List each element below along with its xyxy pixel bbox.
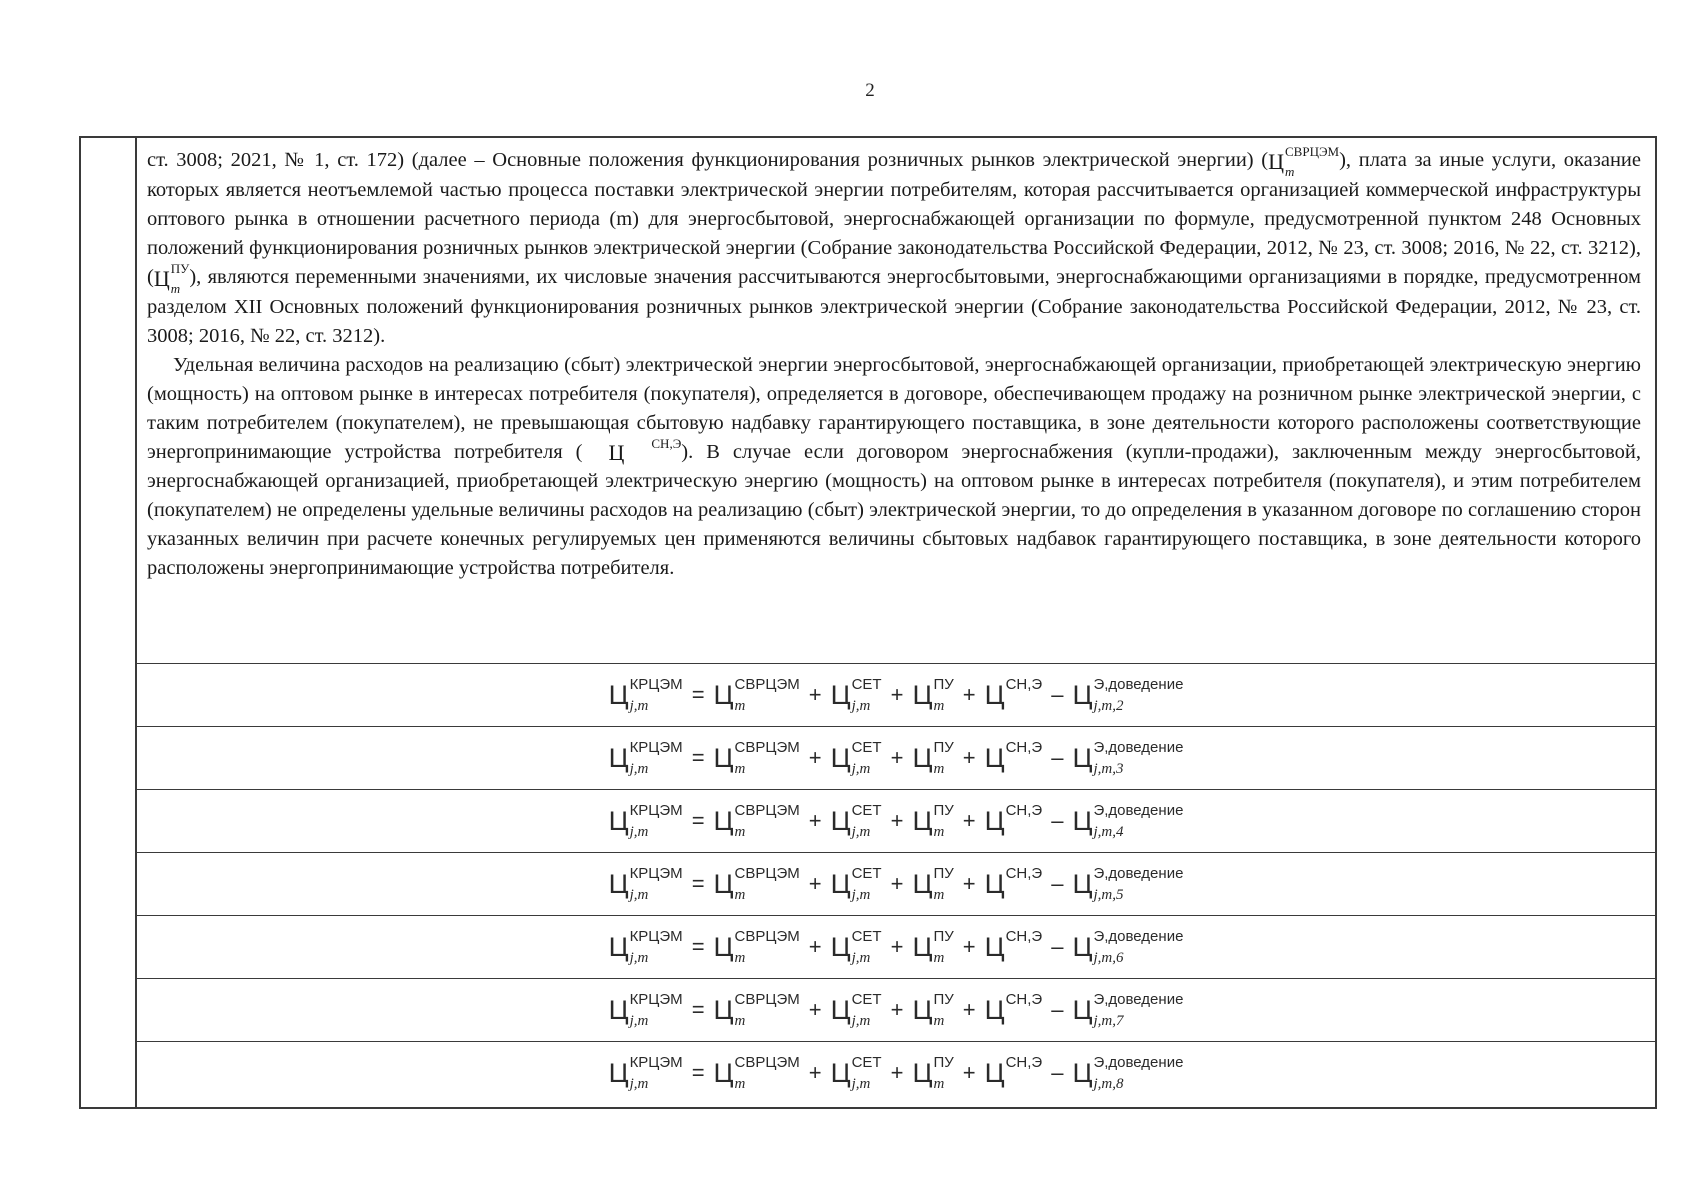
symbol-base: Ц xyxy=(912,1057,933,1088)
symbol-base: Ц xyxy=(984,742,1005,773)
plus-sign: + xyxy=(962,808,976,833)
symbol-sup: ПУ xyxy=(933,676,954,693)
symbol-sub: m xyxy=(933,950,945,966)
plus-sign: + xyxy=(890,808,904,833)
symbol-sup: СВРЦЭМ xyxy=(734,739,800,756)
plus-sign: + xyxy=(808,934,822,959)
symbol-sup: СВРЦЭМ xyxy=(734,676,800,693)
equals-sign: = xyxy=(691,808,705,833)
symbol-base: Ц xyxy=(984,931,1005,962)
price-symbol xyxy=(713,928,800,966)
price-symbol xyxy=(830,676,882,714)
price-symbol xyxy=(713,802,800,840)
symbol-sub xyxy=(1006,888,1043,903)
plus-sign: + xyxy=(962,997,976,1022)
paragraph-1 xyxy=(147,146,1641,351)
symbol-sub: m xyxy=(933,698,945,714)
price-symbol xyxy=(608,865,683,903)
price-symbol xyxy=(830,991,882,1029)
price-symbol xyxy=(912,1054,954,1092)
paragraph-2 xyxy=(147,351,1641,584)
symbol-sup: Э,доведение xyxy=(1093,739,1184,756)
symbol-sub: m xyxy=(734,887,746,903)
symbol-base: Ц xyxy=(984,1057,1005,1088)
price-symbol xyxy=(830,802,882,840)
price-symbol xyxy=(984,865,1043,900)
price-symbol xyxy=(984,739,1043,774)
plus-sign: + xyxy=(890,682,904,707)
plus-sign: + xyxy=(890,745,904,770)
symbol-base: Ц xyxy=(713,1057,734,1088)
paragraph-2-text-a: Удельная величина расходов на реализацию (сбыт) электрической энергии энергосбытовой, энергоснабжающей организации, приобретающей электрическую энергию (мощность) на оптовом рынке в интересах потребителя (покупателя), определяется в договоре, обеспечивающем продажу на розничном рынке электрической энергии, с таким потребителем (покупателем), не превышающая сбытовую надбавку гарантирующего поставщика, в зоне деятельности которого расположены соответствующие энергопринимающие устройства потребителя ( xyxy=(147,353,1641,463)
formula-row xyxy=(137,789,1655,852)
symbol-sub xyxy=(1006,1077,1043,1092)
symbol-base: Ц xyxy=(912,994,933,1025)
price-symbol xyxy=(608,991,683,1029)
symbol-base: Ц xyxy=(830,805,851,836)
formula xyxy=(608,802,1184,840)
price-symbol xyxy=(1072,1054,1184,1092)
symbol-base: Ц xyxy=(713,994,734,1025)
minus-sign: – xyxy=(1051,934,1064,959)
symbol-sub: m xyxy=(933,824,945,840)
symbol-base: Ц xyxy=(713,931,734,962)
symbol-sup: ПУ xyxy=(170,261,190,277)
price-symbol xyxy=(713,1054,800,1092)
symbol-sup: СН,Э xyxy=(651,435,682,451)
plus-sign: + xyxy=(962,1060,976,1085)
symbol-sup: ПУ xyxy=(933,865,954,882)
plus-sign: + xyxy=(962,934,976,959)
symbol-sub: m xyxy=(734,1013,746,1029)
symbol-base: Ц xyxy=(1072,868,1093,899)
price-symbol xyxy=(912,676,954,714)
symbol-sub: j,m,2 xyxy=(1093,698,1124,714)
symbol-sup: СН,Э xyxy=(1005,739,1043,756)
symbol-c-svrcem-m xyxy=(1268,144,1340,180)
price-symbol xyxy=(912,739,954,777)
symbol-c-sne xyxy=(583,435,682,467)
symbol-sup: СЕТ xyxy=(851,865,882,882)
symbol-sub: j,m xyxy=(629,887,649,903)
symbol-sub xyxy=(1006,1014,1043,1029)
price-symbol xyxy=(912,802,954,840)
symbol-sub: j,m xyxy=(851,950,871,966)
minus-sign: – xyxy=(1051,871,1064,896)
symbol-sub: j,m xyxy=(851,824,871,840)
symbol-sub: j,m xyxy=(851,698,871,714)
symbol-sup: ПУ xyxy=(933,802,954,819)
symbol-base: Ц xyxy=(830,994,851,1025)
symbol-sup: Э,доведение xyxy=(1093,676,1184,693)
paragraph-1-text-b: ), плата за иные услуги, оказание которых является неотъемлемой частью процесса поставки электрической энергии потребителям, которая рассчитывается организацией коммерческой инфраструктуры оптового рынка в отношении расчетного периода (m) для энергосбытовой, энергоснабжающей организации по формуле, предусмотренной пунктом 248 Основных положений функционирования розничных рынков электрической энергии (Собрание законодательства Российской Федерации, 2012, № 23, ст. 3008; 2016, № 22, ст. 3212), ( xyxy=(147,149,1642,288)
plus-sign: + xyxy=(890,871,904,896)
symbol-base: Ц xyxy=(713,805,734,836)
equals-sign: = xyxy=(691,934,705,959)
price-symbol xyxy=(912,928,954,966)
symbol-base: Ц xyxy=(830,1057,851,1088)
symbol-base: Ц xyxy=(830,742,851,773)
price-symbol xyxy=(713,739,800,777)
symbol-sup: СЕТ xyxy=(851,739,882,756)
symbol-sup: СН,Э xyxy=(1005,676,1043,693)
symbol-sub: j,m xyxy=(629,1076,649,1092)
price-symbol xyxy=(830,1054,882,1092)
symbol-base: Ц xyxy=(713,742,734,773)
symbol-sup: Э,доведение xyxy=(1093,1054,1184,1071)
symbol-sub: j,m,5 xyxy=(1093,887,1124,903)
symbol-sup: Э,доведение xyxy=(1093,928,1184,945)
symbol-sup: СЕТ xyxy=(851,991,882,1008)
symbol-sup: ПУ xyxy=(933,928,954,945)
symbol-sub: m xyxy=(734,1076,746,1092)
symbol-sub: j,m,7 xyxy=(1093,1013,1124,1029)
price-symbol xyxy=(608,928,683,966)
price-symbol xyxy=(984,676,1043,711)
price-symbol xyxy=(830,865,882,903)
symbol-sub: j,m xyxy=(851,1076,871,1092)
formula xyxy=(608,1054,1184,1092)
price-symbol xyxy=(1072,802,1184,840)
formula xyxy=(608,676,1184,714)
symbol-sup: СВРЦЭМ xyxy=(734,991,800,1008)
symbol-base: Ц xyxy=(1072,1057,1093,1088)
price-symbol xyxy=(984,802,1043,837)
symbol-sub: m xyxy=(734,761,746,777)
symbol-sub: j,m xyxy=(851,761,871,777)
symbol-base: Ц xyxy=(608,805,629,836)
plus-sign: + xyxy=(808,871,822,896)
paragraph-1-text-a: ст. 3008; 2021, № 1, ст. 172) (далее – Основные положения функционирования розничных рынков электрической энергии) ( xyxy=(147,149,1269,171)
symbol-sub: m xyxy=(933,1076,945,1092)
price-symbol xyxy=(713,991,800,1029)
symbol-base: Ц xyxy=(1268,148,1284,174)
minus-sign: – xyxy=(1051,1060,1064,1085)
symbol-base: Ц xyxy=(153,265,170,291)
symbol-sup: КРЦЭМ xyxy=(629,739,683,756)
paragraph-1-text-c: ), являются переменными значениями, их числовые значения рассчитываются энергосбытовыми, энергоснабжающими организациями в порядке, предусмотренном разделом XII Основных положений функционирования розничных рынков электрической энергии (Собрание законодательства Российской Федерации, 2012, № 23, ст. 3008; 2016, № 22, ст. 3212). xyxy=(147,265,1641,347)
symbol-base: Ц xyxy=(912,742,933,773)
symbol-sup: Э,доведение xyxy=(1093,802,1184,819)
price-symbol xyxy=(912,865,954,903)
paragraph-2-text-b: ). В случае если договором энергоснабжения (купли-продажи), заключенным между энергосбытовой, энергоснабжающей организацией, приобретающей электрическую энергию (мощность) на оптовом рынке в интересах потребителя (покупателя), и этим потребителем (покупателем) не определены удельные величины расходов на реализацию (сбыт) электрической энергии, то до определения в указанном договоре по соглашению сторон указанных величин при расчете конечных регулируемых цен применяются величины сбытовых надбавок гарантирующего поставщика, в зоне деятельности которого расположены энергопринимающие устройства потребителя. xyxy=(147,440,1642,580)
price-symbol xyxy=(608,802,683,840)
symbol-sup: СН,Э xyxy=(1005,865,1043,882)
symbol-sup: СЕТ xyxy=(851,802,882,819)
plus-sign: + xyxy=(962,745,976,770)
symbol-sub: j,m xyxy=(629,761,649,777)
price-symbol xyxy=(830,739,882,777)
symbol-base: Ц xyxy=(1072,931,1093,962)
document-table xyxy=(79,136,1657,1109)
table-left-column xyxy=(81,138,137,1107)
symbol-base: Ц xyxy=(830,868,851,899)
symbol-sub: m xyxy=(734,824,746,840)
symbol-sub: j,m xyxy=(629,824,649,840)
symbol-sup: КРЦЭМ xyxy=(629,865,683,882)
symbol-sub xyxy=(1006,699,1043,714)
symbol-base: Ц xyxy=(608,679,629,710)
symbol-sup: СВРЦЭМ xyxy=(1285,144,1340,160)
plus-sign: + xyxy=(808,808,822,833)
equals-sign: = xyxy=(691,745,705,770)
symbol-base: Ц xyxy=(984,679,1005,710)
symbol-base: Ц xyxy=(608,440,625,466)
symbol-sup: ПУ xyxy=(933,739,954,756)
plus-sign: + xyxy=(962,871,976,896)
symbol-base: Ц xyxy=(984,805,1005,836)
price-symbol xyxy=(912,991,954,1029)
symbol-sub: m xyxy=(734,698,746,714)
formula xyxy=(608,928,1184,966)
symbol-sup: КРЦЭМ xyxy=(629,1054,683,1071)
price-symbol xyxy=(1072,865,1184,903)
symbol-sup: СВРЦЭМ xyxy=(734,1054,800,1071)
symbol-base: Ц xyxy=(608,742,629,773)
symbol-sup: СН,Э xyxy=(1005,802,1043,819)
price-symbol xyxy=(608,676,683,714)
symbol-sup: СЕТ xyxy=(851,928,882,945)
symbol-sub xyxy=(1006,951,1043,966)
formula xyxy=(608,739,1184,777)
symbol-base: Ц xyxy=(1072,679,1093,710)
plus-sign: + xyxy=(808,997,822,1022)
equals-sign: = xyxy=(691,682,705,707)
symbol-sub: j,m xyxy=(629,698,649,714)
price-symbol xyxy=(1072,739,1184,777)
symbol-sub: m xyxy=(933,1013,945,1029)
symbol-sup: СН,Э xyxy=(1005,1054,1043,1071)
symbol-sup: СН,Э xyxy=(1005,928,1043,945)
symbol-sup: Э,доведение xyxy=(1093,991,1184,1008)
minus-sign: – xyxy=(1051,997,1064,1022)
symbol-base: Ц xyxy=(984,868,1005,899)
price-symbol xyxy=(1072,676,1184,714)
symbol-sub: m xyxy=(933,761,945,777)
formula-row xyxy=(137,852,1655,915)
price-symbol xyxy=(830,928,882,966)
symbol-sub xyxy=(1006,762,1043,777)
symbol-c-pu-m xyxy=(153,261,190,297)
price-symbol xyxy=(713,865,800,903)
minus-sign: – xyxy=(1051,745,1064,770)
plus-sign: + xyxy=(808,745,822,770)
symbol-base: Ц xyxy=(713,679,734,710)
symbol-sup: ПУ xyxy=(933,1054,954,1071)
formula-row xyxy=(137,726,1655,789)
formula xyxy=(608,991,1184,1029)
symbol-sup: СЕТ xyxy=(851,1054,882,1071)
symbol-sub: j,m,4 xyxy=(1093,824,1124,840)
symbol-sup: КРЦЭМ xyxy=(629,991,683,1008)
plus-sign: + xyxy=(890,997,904,1022)
formula-row xyxy=(137,978,1655,1041)
symbol-sub: m xyxy=(1285,164,1295,180)
price-symbol xyxy=(984,1054,1043,1089)
symbol-base: Ц xyxy=(912,805,933,836)
symbol-sub xyxy=(1006,825,1043,840)
price-symbol xyxy=(713,676,800,714)
symbol-sup: СВРЦЭМ xyxy=(734,802,800,819)
symbol-base: Ц xyxy=(912,868,933,899)
formula-row xyxy=(137,663,1655,726)
symbol-base: Ц xyxy=(608,931,629,962)
plus-sign: + xyxy=(808,1060,822,1085)
symbol-sup: ПУ xyxy=(933,991,954,1008)
equals-sign: = xyxy=(691,871,705,896)
symbol-base: Ц xyxy=(912,679,933,710)
price-symbol xyxy=(1072,928,1184,966)
price-symbol xyxy=(608,1054,683,1092)
symbol-base: Ц xyxy=(830,679,851,710)
symbol-sub: m xyxy=(734,950,746,966)
symbol-sup: СВРЦЭМ xyxy=(734,865,800,882)
symbol-sub: j,m,8 xyxy=(1093,1076,1124,1092)
symbol-base: Ц xyxy=(608,1057,629,1088)
symbol-sub: j,m xyxy=(629,950,649,966)
symbol-sup: КРЦЭМ xyxy=(629,676,683,693)
symbol-base: Ц xyxy=(608,994,629,1025)
symbol-base: Ц xyxy=(608,868,629,899)
price-symbol xyxy=(984,991,1043,1026)
minus-sign: – xyxy=(1051,808,1064,833)
price-symbol xyxy=(1072,991,1184,1029)
symbol-sup: КРЦЭМ xyxy=(629,928,683,945)
symbol-sub: j,m,3 xyxy=(1093,761,1124,777)
symbol-base: Ц xyxy=(984,994,1005,1025)
symbol-base: Ц xyxy=(1072,805,1093,836)
symbol-base: Ц xyxy=(912,931,933,962)
plus-sign: + xyxy=(962,682,976,707)
symbol-sup: СН,Э xyxy=(1005,991,1043,1008)
symbol-sub: m xyxy=(933,887,945,903)
symbol-sub: j,m xyxy=(629,1013,649,1029)
plus-sign: + xyxy=(890,934,904,959)
symbol-base: Ц xyxy=(713,868,734,899)
symbol-sub: j,m xyxy=(851,1013,871,1029)
symbol-base: Ц xyxy=(830,931,851,962)
formula-row xyxy=(137,1041,1655,1104)
symbol-sub-empty xyxy=(625,457,681,470)
formula-rows xyxy=(137,663,1655,1107)
price-symbol xyxy=(608,739,683,777)
price-symbol xyxy=(984,928,1043,963)
symbol-sup: КРЦЭМ xyxy=(629,802,683,819)
equals-sign: = xyxy=(691,997,705,1022)
symbol-sup: Э,доведение xyxy=(1093,865,1184,882)
symbol-sup: СЕТ xyxy=(851,676,882,693)
plus-sign: + xyxy=(808,682,822,707)
formula-row xyxy=(137,915,1655,978)
equals-sign: = xyxy=(691,1060,705,1085)
symbol-base: Ц xyxy=(1072,742,1093,773)
symbol-base: Ц xyxy=(1072,994,1093,1025)
plus-sign: + xyxy=(890,1060,904,1085)
text-cell xyxy=(137,138,1655,663)
symbol-sub: j,m xyxy=(851,887,871,903)
symbol-sub: j,m,6 xyxy=(1093,950,1124,966)
minus-sign: – xyxy=(1051,682,1064,707)
symbol-sub: m xyxy=(170,281,181,297)
formula xyxy=(608,865,1184,903)
page-number: 2 xyxy=(865,80,875,101)
symbol-sup: СВРЦЭМ xyxy=(734,928,800,945)
